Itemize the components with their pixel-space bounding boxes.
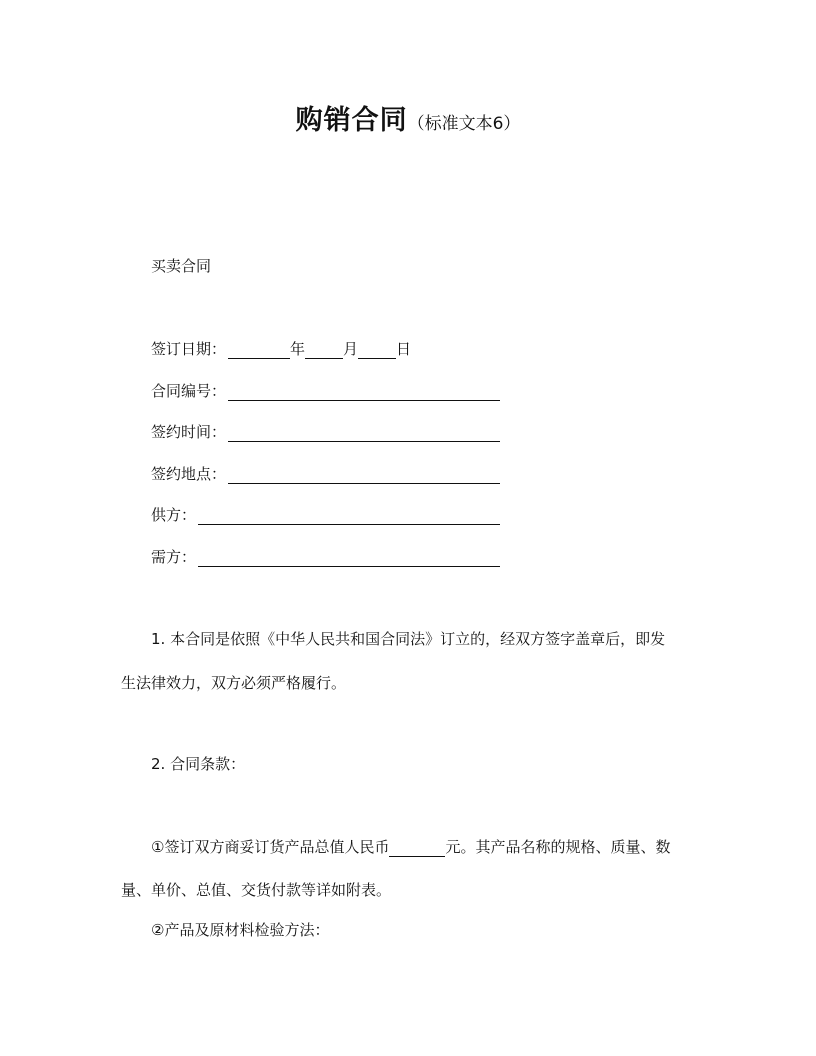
sign-time-blank[interactable] (228, 426, 500, 442)
day-label: 日 (396, 340, 412, 358)
contract-number-label: 合同编号： (151, 382, 227, 400)
document-title (0, 98, 816, 137)
title-main: 购销合同 (295, 105, 408, 136)
sign-time-label: 签约时间： (151, 423, 227, 441)
day-blank[interactable] (358, 343, 396, 359)
buyer-row (151, 547, 500, 567)
contract-number-blank[interactable] (228, 385, 500, 401)
title-note: （标准文本6） (407, 114, 521, 134)
total-value-blank[interactable] (389, 841, 445, 857)
item2: ②产品及原材料检验方法： (151, 921, 330, 939)
month-label: 月 (343, 340, 359, 358)
item1-before: ①签订双方商妥订货产品总值人民币 (151, 838, 390, 856)
month-blank[interactable] (305, 343, 343, 359)
item1-line1 (151, 837, 670, 857)
item1-after: 元。其产品名称的规格、质量、数 (445, 838, 671, 856)
buyer-label: 需方： (151, 548, 197, 566)
buyer-blank[interactable] (198, 551, 500, 567)
clause1-line2: 生法律效力，双方必须严格履行。 (121, 674, 347, 692)
item1-line2: 量、单价、总值、交货付款等详如附表。 (121, 881, 392, 899)
sign-place-label: 签约地点： (151, 465, 227, 483)
sign-place-blank[interactable] (228, 468, 500, 484)
sign-date-row (151, 339, 411, 359)
supplier-row (151, 505, 500, 525)
year-label: 年 (290, 340, 306, 358)
sign-time-row (151, 422, 500, 442)
sign-date-label: 签订日期： (151, 340, 227, 358)
supplier-label: 供方： (151, 506, 197, 524)
year-blank[interactable] (228, 343, 290, 359)
supplier-blank[interactable] (198, 509, 500, 525)
clause1-line1: 1. 本合同是依照《中华人民共和国合同法》订立的，经双方签字盖章后，即发 (151, 630, 666, 648)
contract-number-row (151, 381, 500, 401)
contract-subtitle: 买卖合同 (151, 257, 212, 275)
sign-place-row (151, 464, 500, 484)
clause2-heading: 2. 合同条款： (151, 755, 246, 773)
